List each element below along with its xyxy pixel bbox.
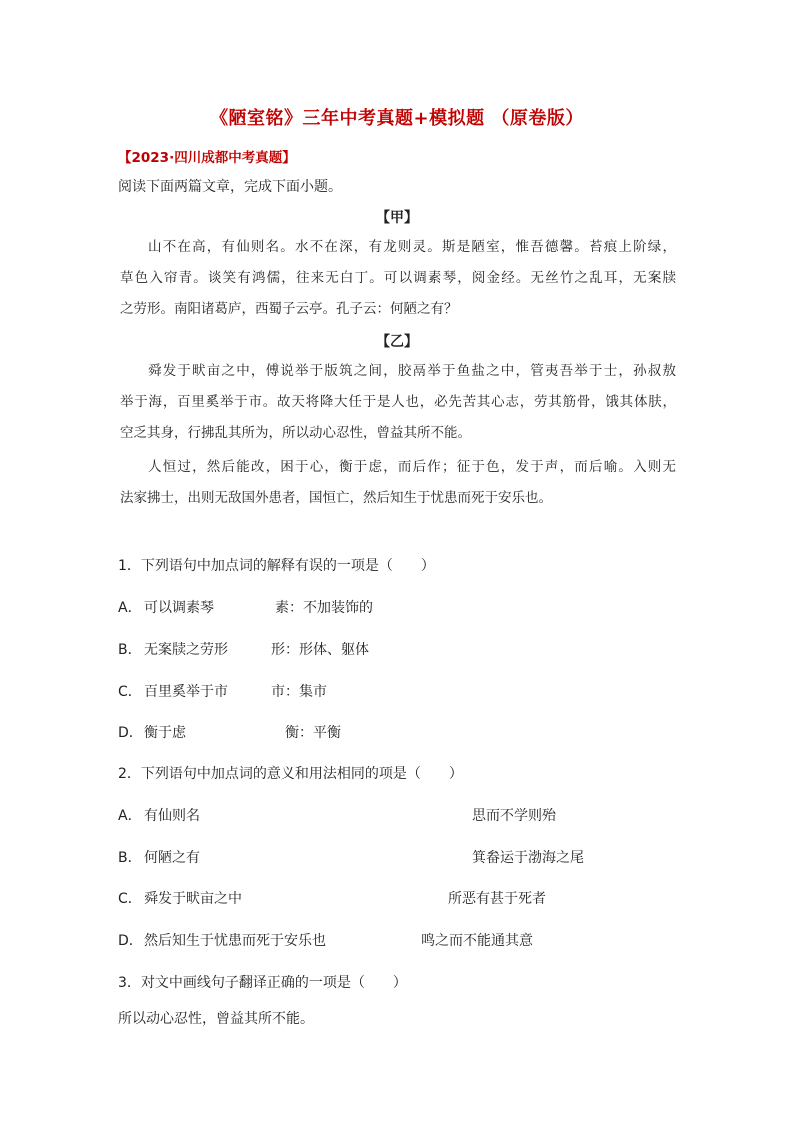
- q2-option-a-compare: 思而不学则殆: [472, 808, 556, 824]
- question-3-sentence: 所以动心忍性，曾益其所不能。: [118, 1011, 314, 1027]
- passage-a-line: 山不在高，有仙则名。水不在深，有龙则灵。斯是陋室，惟吾德馨。苔痕上阶绿，: [148, 239, 676, 255]
- q2-option-d-phrase: 然后知生于忧患而死于安乐也: [144, 933, 326, 949]
- q2-option-b-compare: 箕畚运于渤海之尾: [472, 850, 584, 866]
- q2-option-c-letter: C．: [118, 891, 142, 907]
- passage-a-line: 草色入帘青。谈笑有鸿儒，往来无白丁。可以调素琴，阅金经。无丝竹之乱耳，无案牍: [120, 270, 676, 286]
- passage-b-line: 空乏其身，行拂乱其所为，所以动心忍性，曾益其所不能。: [120, 425, 471, 441]
- page-title: 《陋室铭》三年中考真题+模拟题 （原卷版）: [210, 108, 584, 129]
- q1-option-a-letter: A．: [118, 600, 142, 616]
- q1-option-b-gloss: 形：形体、躯体: [271, 642, 369, 658]
- q2-option-c-phrase: 舜发于畎亩之中: [144, 891, 242, 907]
- q2-option-d-compare: 鸣之而不能通其意: [421, 933, 533, 949]
- q1-option-d-phrase: 衡于虑: [144, 725, 186, 741]
- q1-option-b-letter: B．: [118, 642, 142, 658]
- q1-option-d-letter: D．: [118, 725, 143, 741]
- passage-a-line: 之劳形。南阳诸葛庐，西蜀子云亭。孔子云：何陋之有？: [120, 301, 458, 317]
- q2-option-b-phrase: 何陋之有: [144, 850, 200, 866]
- q1-option-c-letter: C．: [118, 684, 142, 700]
- q2-option-a-phrase: 有仙则名: [144, 808, 200, 824]
- q1-option-a-phrase: 可以调素琴: [144, 600, 214, 616]
- passage-b-line: 舜发于畎亩之中，傅说举于版筑之间，胶鬲举于鱼盐之中，管夷吾举于士，孙叔敖: [148, 363, 676, 379]
- passage-b-heading: 【乙】: [376, 334, 418, 350]
- passage-b-line: 法家拂士，出则无敌国外患者，国恒亡，然后知生于忧患而死于安乐也。: [120, 490, 552, 506]
- question-2-stem: 2．下列语句中加点词的意义和用法相同的项是（ ）: [118, 766, 463, 782]
- q2-option-c-compare: 所恶有甚于死者: [448, 891, 546, 907]
- instruction-text: 阅读下面两篇文章，完成下面小题。: [118, 179, 342, 195]
- passage-b-line: 人恒过，然后能改，困于心，衡于虑，而后作；征于色，发于声，而后喻。入则无: [148, 459, 676, 475]
- source-tag: 【2023·四川成都中考真题】: [118, 150, 296, 166]
- question-1-stem: 1．下列语句中加点词的解释有误的一项是（ ）: [118, 558, 435, 574]
- q2-option-a-letter: A．: [118, 808, 142, 824]
- q2-option-d-letter: D．: [118, 933, 143, 949]
- q1-option-d-gloss: 衡：平衡: [285, 725, 341, 741]
- question-3-stem: 3．对文中画线句子翻译正确的一项是（ ）: [118, 975, 407, 991]
- q1-option-b-phrase: 无案牍之劳形: [144, 642, 228, 658]
- q2-option-b-letter: B．: [118, 850, 142, 866]
- passage-a-heading: 【甲】: [376, 210, 418, 226]
- passage-b-line: 举于海，百里奚举于市。故天将降大任于是人也，必先苦其心志，劳其筋骨，饿其体肤，: [120, 394, 676, 410]
- q1-option-c-phrase: 百里奚举于市: [144, 684, 228, 700]
- q1-option-a-gloss: 素：不加装饰的: [275, 600, 373, 616]
- q1-option-c-gloss: 市：集市: [271, 684, 327, 700]
